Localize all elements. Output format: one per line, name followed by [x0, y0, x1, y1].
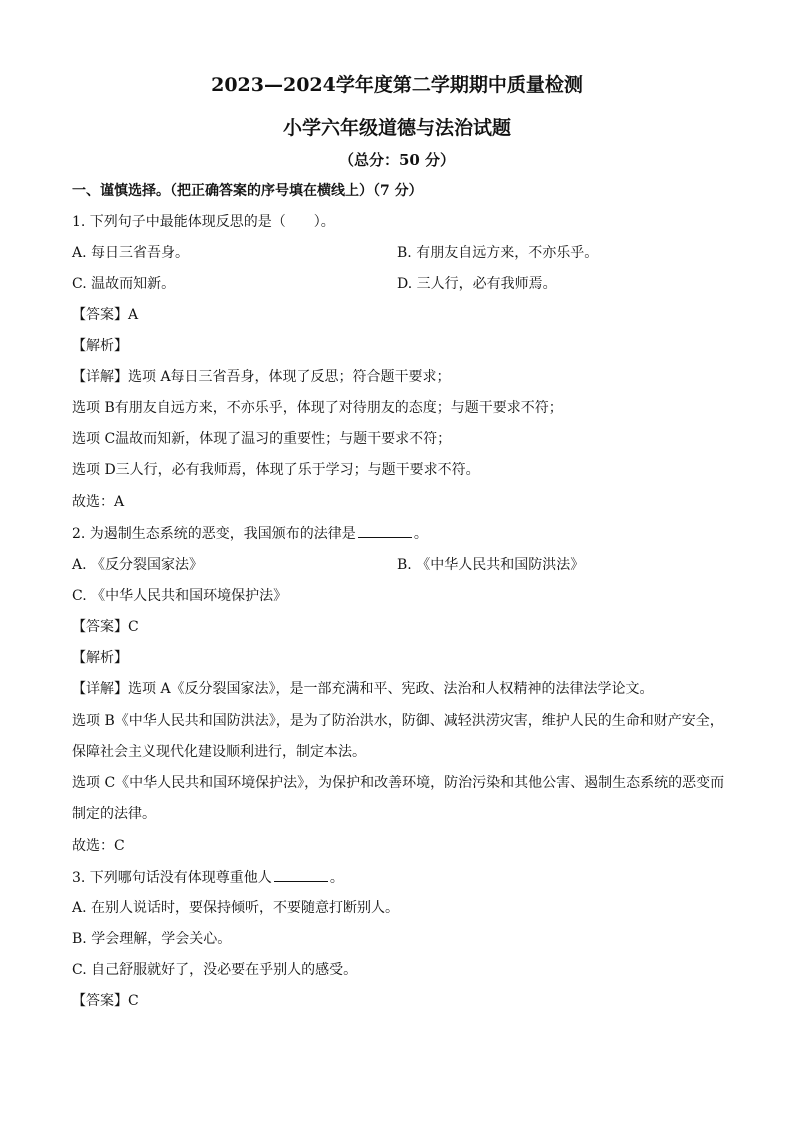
q3-answer: 【答案】C [72, 993, 139, 1009]
q3-option-a: A. 在别人说话时，要保持倾听，不要随意打断别人。 [72, 900, 400, 916]
q1-stem: 1. 下列句子中最能体现反思的是（ ）。 [72, 214, 335, 230]
q2-detail-4: 选项 C《中华人民共和国环境保护法》，为保护和改善环境，防治污染和其他公害、遏制生态系统的恶变而 [72, 775, 725, 791]
q3-option-b: B. 学会理解，学会关心。 [72, 931, 232, 947]
q2-analysis-label: 【解析】 [72, 650, 128, 666]
q2-stem [72, 523, 428, 544]
q1-answer: 【答案】A [72, 307, 139, 323]
q1-analysis-label: 【解析】 [72, 338, 128, 354]
q3-answer-blank[interactable] [274, 867, 328, 882]
q2-detail-5: 制定的法律。 [72, 806, 156, 822]
q1-option-d: D. 三人行，必有我师焉。 [397, 276, 557, 292]
q1-detail-2: 选项 B有朋友自远方来，不亦乐乎，体现了对待朋友的态度；与题干要求不符； [72, 400, 563, 416]
q2-stem-end: 。 [413, 526, 428, 542]
q2-option-a: A. 《反分裂国家法》 [72, 557, 204, 573]
exam-title: 2023—2024学年度第二学期期中质量检测 [211, 74, 583, 96]
q2-answer: 【答案】C [72, 619, 139, 635]
q2-option-b: B. 《中华人民共和国防洪法》 [397, 557, 585, 573]
q1-option-a: A. 每日三省吾身。 [72, 245, 190, 261]
q2-conclusion: 故选：C [72, 838, 125, 854]
q2-detail-2: 选项 B《中华人民共和国防洪法》，是为了防治洪水，防御、减轻洪涝灾害，维护人民的生命和财产安全， [72, 713, 724, 729]
q3-option-c: C. 自己舒服就好了，没必要在乎别人的感受。 [72, 962, 358, 978]
total-score-note: （总分：50 分） [338, 151, 456, 169]
q1-option-c: C. 温故而知新。 [72, 276, 176, 292]
q1-detail-1: 【详解】选项 A每日三省吾身，体现了反思；符合题干要求； [72, 369, 451, 385]
q2-answer-blank[interactable] [358, 523, 412, 538]
q1-detail-4: 选项 D三人行，必有我师焉，体现了乐于学习；与题干要求不符。 [72, 462, 480, 478]
exam-subtitle: 小学六年级道德与法治试题 [282, 117, 511, 139]
q2-stem-text: 2. 为遏制生态系统的恶变，我国颁布的法律是 [72, 526, 356, 542]
q3-stem-text: 3. 下列哪句话没有体现尊重他人 [72, 870, 272, 886]
q3-stem-end: 。 [329, 870, 344, 886]
q3-stem [72, 867, 344, 888]
q1-conclusion: 故选：A [72, 494, 125, 510]
q2-detail-3: 保障社会主义现代化建设顺利进行，制定本法。 [72, 744, 366, 760]
section-heading: 一、谨慎选择。（把正确答案的序号填在横线上）（7 分） [72, 183, 423, 199]
q1-option-b: B. 有朋友自远方来，不亦乐乎。 [397, 245, 599, 261]
q1-detail-3: 选项 C温故而知新，体现了温习的重要性；与题干要求不符； [72, 431, 452, 447]
q2-option-c: C. 《中华人民共和国环境保护法》 [72, 588, 288, 604]
q2-detail-1: 【详解】选项 A《反分裂国家法》，是一部充满和平、宪政、法治和人权精神的法律法学论文。 [72, 681, 654, 697]
